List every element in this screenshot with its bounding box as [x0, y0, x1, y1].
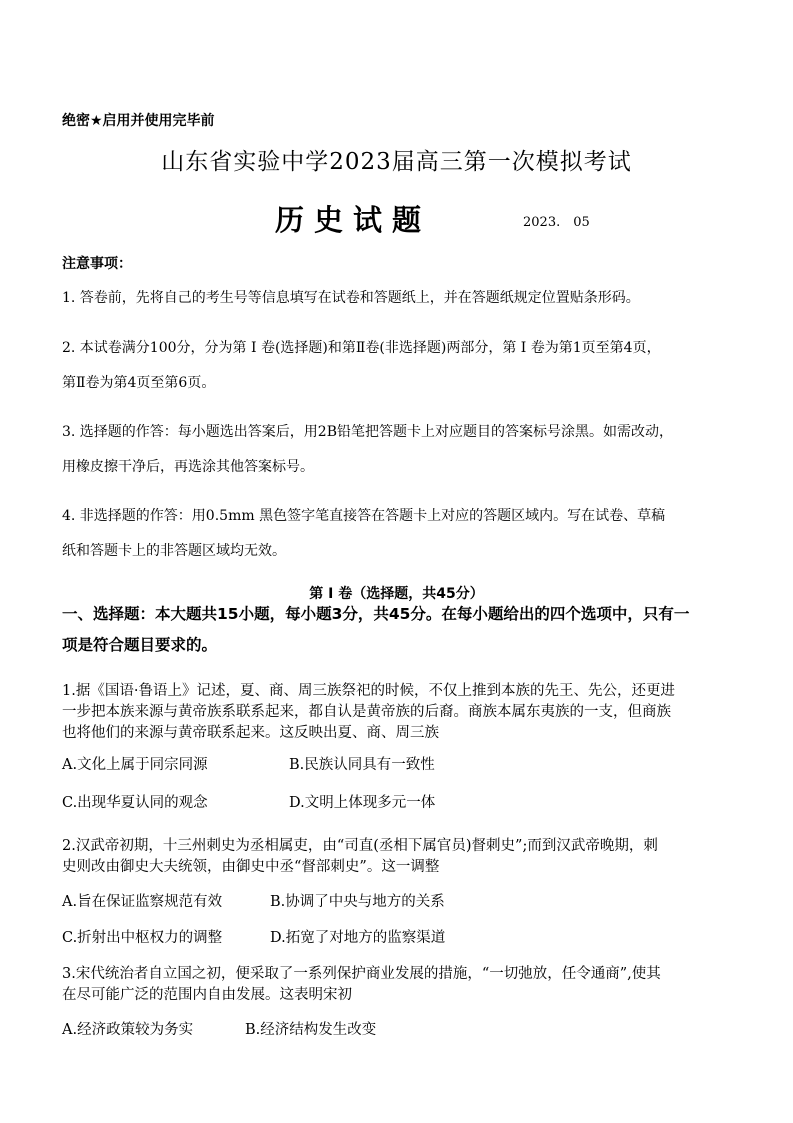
question-1-option-d: D.文明上体现多元一体 [289, 795, 436, 811]
notice-item-2-line-1: 2. 本试卷满分100分，分为第 Ⅰ 卷(选择题)和第Ⅱ卷(非选择题)两部分，第 Ⅰ 卷为第1页至第4页， [62, 340, 661, 356]
question-2-stem-line-2: 史则改由御史大夫统领，由御史中丞“督部刺史”。这一调整 [62, 859, 440, 875]
notice-item-3-line-1: 3. 选择题的作答：每小题选出答案后，用2B铅笔把答题卡上对应题目的答案标号涂黑。如需改动， [62, 424, 674, 440]
confidential-label: 绝密★启用并使用完毕前 [62, 113, 215, 129]
question-2-option-c: C.折射出中枢权力的调整 [62, 930, 223, 946]
question-1-option-c: C.出现华夏认同的观念 [62, 795, 208, 811]
notice-item-2-line-2: 第Ⅱ卷为第4页至第6页。 [62, 375, 216, 391]
notice-item-3-line-2: 用橡皮擦干净后，再选涂其他答案标号。 [62, 459, 314, 475]
question-1-stem-line-1: 1.据《国语·鲁语上》记述，夏、商、周三族祭祀的时候，不仅上推到本族的先王、先公，还更进 [62, 683, 675, 699]
question-3-stem-line-2: 在尽可能广泛的范围内自由发展。这表明宋初 [62, 987, 352, 1003]
question-3-option-b: B.经济结构发生改变 [245, 1022, 377, 1038]
question-3-option-a: A.经济政策较为务实 [62, 1022, 194, 1038]
exam-date: 2023. 05 [523, 215, 590, 230]
exam-school-title: 山东省实验中学2023届高三第一次模拟考试 [161, 149, 632, 175]
part-instruction-line-2: 项是符合题目要求的。 [62, 636, 218, 654]
notice-title: 注意事项： [62, 256, 132, 272]
question-3-stem-line-1: 3.宋代统治者自立国之初，便采取了一系列保护商业发展的措施，“一切弛放，任令通商”,使其 [62, 966, 661, 982]
question-2-option-b: B.协调了中央与地方的关系 [270, 894, 445, 910]
notice-item-1-line-1: 1. 答卷前，先将自己的考生号等信息填写在试卷和答题纸上，并在答题纸规定位置贴条形码。 [62, 290, 640, 306]
question-1-option-b: B.民族认同具有一致性 [289, 757, 435, 773]
notice-item-4-line-2: 纸和答题卡上的非答题区域均无效。 [62, 543, 286, 559]
question-2-option-d: D.拓宽了对地方的监察渠道 [270, 930, 446, 946]
question-2-option-a: A.旨在保证监察规范有效 [62, 894, 223, 910]
part-instruction-line-1: 一、选择题：本大题共15小题，每小题3分，共45分。在每小题给出的四个选项中，只有一 [62, 605, 690, 623]
question-1-stem-line-3: 也将他们的来源与黄帝联系起来。这反映出夏、商、周三族 [62, 725, 439, 741]
subject-title: 历史试题 [275, 203, 432, 237]
question-1-stem-line-2: 一步把本族来源与黄帝族系联系起来，都自认是黄帝族的后裔。商族本属东夷族的一支，但商族 [62, 704, 671, 720]
section-title: 第 Ⅰ 卷（选择题，共45分） [309, 586, 484, 602]
notice-item-4-line-1: 4. 非选择题的作答：用0.5mm 黑色签字笔直接答在答题卡上对应的答题区域内。写在试卷、草稿 [62, 508, 666, 524]
question-2-stem-line-1: 2.汉武帝初期，十三州刺史为丞相属吏，由“司直(丞相下属官员)督刺史”;而到汉武帝晚期，刺 [62, 838, 658, 854]
question-1-option-a: A.文化上属于同宗同源 [62, 757, 208, 773]
